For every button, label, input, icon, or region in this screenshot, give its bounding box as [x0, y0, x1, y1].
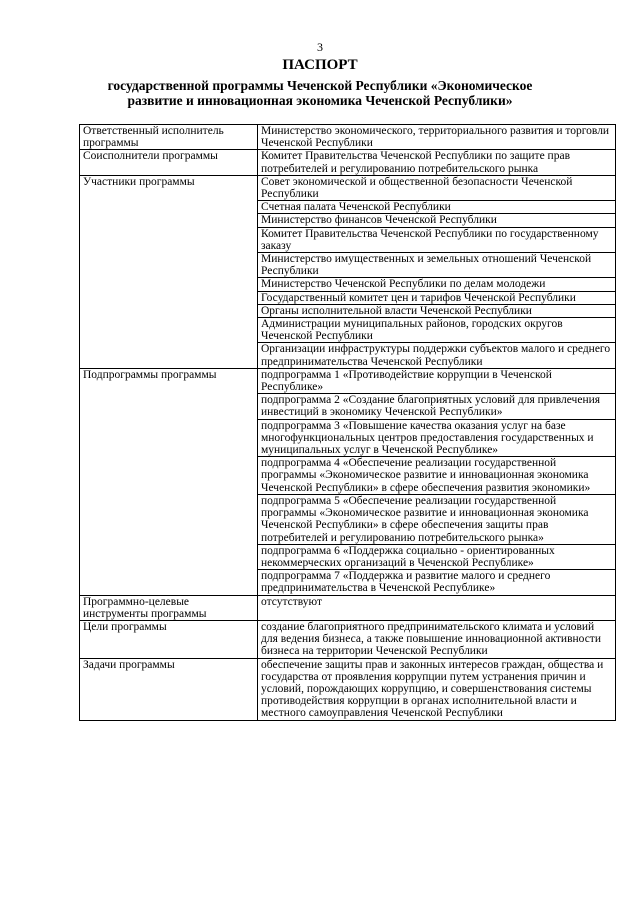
table-row	[80, 125, 616, 150]
table-row	[80, 658, 616, 720]
table-row	[80, 595, 616, 620]
row-value: подпрограмма 3 «Повышение качества оказания услуг на базе многофункциональных центров предоставления государственных и муниципальных услуг в Чеченской Республике»	[258, 419, 616, 457]
page-subtitle	[60, 78, 580, 108]
row-label: Подпрограммы программы	[80, 368, 258, 595]
row-label: Ответственный исполнитель программы	[80, 125, 258, 150]
page-title: ПАСПОРТ	[282, 57, 358, 73]
row-value: подпрограмма 5 «Обеспечение реализации государственной программы «Экономическое развитие и инновационная экономика Чеченской Республики» в сфере обеспечения защиты прав потребителей и регулированию потребительского рынка»	[258, 494, 616, 544]
row-value: подпрограмма 6 «Поддержка социально - ориентированных некоммерческих организаций в Чеченской Республике»	[258, 544, 616, 569]
row-value: подпрограмма 2 «Создание благоприятных условий для привлечения инвестиций в экономику Чеченской Республики»	[258, 394, 616, 419]
table-row	[80, 368, 616, 393]
passport-table	[79, 124, 616, 721]
row-label: Задачи программы	[80, 658, 258, 720]
table-row	[80, 620, 616, 658]
row-value: подпрограмма 7 «Поддержка и развитие малого и среднего предпринимательства в Чеченской Республике»	[258, 570, 616, 595]
table-row	[80, 150, 616, 175]
table-row	[80, 175, 616, 200]
row-label: Соисполнители программы	[80, 150, 258, 175]
row-value: Министерство финансов Чеченской Республики	[258, 214, 616, 227]
row-value: Министерство имущественных и земельных отношений Чеченской Республики	[258, 253, 616, 278]
subtitle-line-1: государственной программы Чеченской Республики «Экономическое	[107, 78, 533, 93]
row-value: Государственный комитет цен и тарифов Чеченской Республики	[258, 291, 616, 304]
subtitle-line-2: развитие и инновационная экономика Чеченской Республики»	[127, 93, 513, 108]
row-value: Комитет Правительства Чеченской Республики по защите прав потребителей и регулированию потребительского рынка	[258, 150, 616, 175]
row-value: Комитет Правительства Чеченской Республики по государственному заказу	[258, 227, 616, 252]
row-value: Органы исполнительной власти Чеченской Республики	[258, 304, 616, 317]
row-label: Участники программы	[80, 175, 258, 368]
row-value: Министерство Чеченской Республики по делам молодежи	[258, 278, 616, 291]
row-value: отсутствуют	[258, 595, 616, 620]
row-value: Счетная палата Чеченской Республики	[258, 201, 616, 214]
page-number: 3	[317, 40, 323, 54]
row-value: обеспечение защиты прав и законных интересов граждан, общества и государства от проявления коррупции путем устранения причин и условий, порождающих коррупцию, и совершенствования системы противодействия коррупции в органах исполнительной власти и местного самоуправления Чеченской Республики	[258, 658, 616, 720]
row-value: подпрограмма 1 «Противодействие коррупции в Чеченской Республике»	[258, 368, 616, 393]
row-value: Организации инфраструктуры поддержки субъектов малого и среднего предпринимательства Чеченской Республики	[258, 343, 616, 368]
row-value: Совет экономической и общественной безопасности Чеченской Республики	[258, 175, 616, 200]
row-label: Программно-целевые инструменты программы	[80, 595, 258, 620]
row-label: Цели программы	[80, 620, 258, 658]
row-value: создание благоприятного предпринимательского климата и условий для ведения бизнеса, а также повышение инновационной активности бизнеса на территории Чеченской Республики	[258, 620, 616, 658]
row-value: Министерство экономического, территориального развития и торговли Чеченской Республики	[258, 125, 616, 150]
row-value: Администрации муниципальных районов, городских округов Чеченской Республики	[258, 318, 616, 343]
row-value: подпрограмма 4 «Обеспечение реализации государственной программы «Экономическое развитие и инновационная экономика Чеченской Республики» в сфере обеспечения развития экономики»	[258, 457, 616, 495]
